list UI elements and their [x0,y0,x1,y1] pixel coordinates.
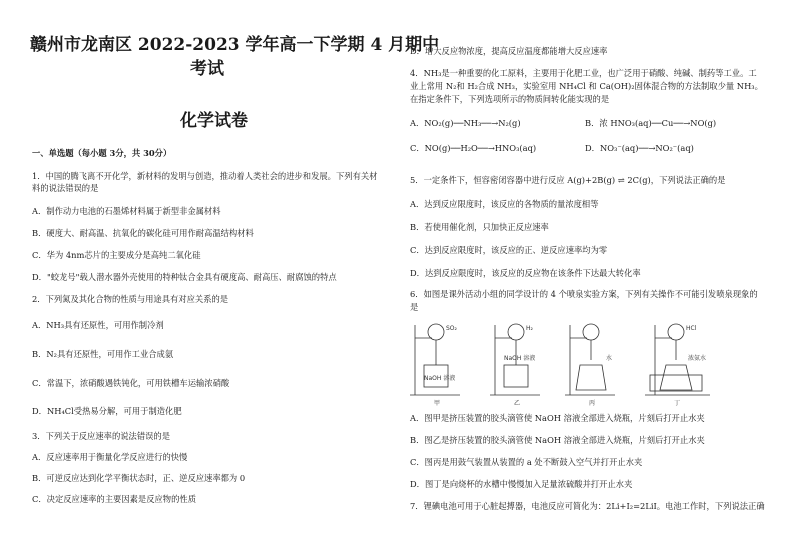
q3-stem: 3．下列关于反应速率的说法错误的是 [32,431,171,441]
q6-stem-cont: 是 [410,302,419,312]
fig-sol-ding: 浓氨水 [688,355,707,362]
q5-option-c: C．达到反应限度时，该反应的正、逆反应速率均为零 [410,245,608,255]
fig-label-jia: 甲 [434,400,441,407]
paper-subtitle: 化学试卷 [180,111,248,131]
q2-option-d: D．NH₄Cl受热易分解，可用于制造化肥 [32,406,182,416]
fig-gas-jia: SO₂ [446,325,457,332]
fig-sol-jia: NaOH 溶液 [424,375,456,382]
q1-stem: 1．中国的腾飞离不开化学，新材料的发明与创造，推动着人类社会的进步和发展。下列有关材 [32,171,378,181]
q2-option-a: A．NH₃具有还原性，可用作制冷剂 [32,320,164,330]
q6-option-a: A．图甲是挤压装置的胶头滴管使 NaOH 溶液全部进入烧瓶，片刻后打开止水夹 [410,413,705,423]
q4-stem: 4．NH₃是一种重要的化工原料，主要用于化肥工业，也广泛用于硝酸、纯碱、制药等工业。工 [410,68,757,78]
q3-option-c: C．决定反应速率的主要因素是反应物的性质 [32,494,196,504]
q5-option-a: A．达到反应限度时，该反应的各物质的量浓度相等 [410,199,599,209]
paper-title-line1: 赣州市龙南区 2022-2023 学年高一下学期 4 月期中 [30,35,440,55]
q3-option-d: D．增大反应物浓度，提高反应温度都能增大反应速率 [410,46,608,56]
fig-gas-ding: HCl [686,325,697,332]
apparatus-jia [410,324,460,395]
q1-option-d: D．"蛟龙号"载人潜水器外壳使用的特种钛合金具有硬度高、耐高压、耐腐蚀的特点 [32,272,337,282]
fig-label-bing: 丙 [589,400,596,407]
fig-sol-bing: 水 [606,355,613,362]
q7-stem: 7．锂碘电池可用于心脏起搏器，电池反应可简化为：2Li+I₂=2LiI。电池工作时，下列说法正确 [410,501,765,511]
q5-option-d: D．达到反应限度时，该反应的反应物在该条件下达最大转化率 [410,268,641,278]
q6-option-d: D．图丁是向烧杯的水槽中慢慢加入足量浓硫酸并打开止水夹 [410,479,633,489]
q3-option-b: B．可逆反应达到化学平衡状态时，正、逆反应速率都为 0 [32,473,246,483]
q6-option-b: B．图乙是挤压装置的胶头滴管使 NaOH 溶液全部进入烧瓶，片刻后打开止水夹 [410,435,705,445]
q2-option-c: C．常温下，浓硝酸遇铁钝化，可用铁槽车运输浓硝酸 [32,378,230,388]
fig-sol-yi: NaOH 溶液 [504,355,536,362]
q4-stem-cont2: 在指定条件下，下列选项所示的物质间转化能实现的是 [410,94,610,104]
q6-stem: 6．如图是课外活动小组的同学设计的 4 个喷泉实验方案，下列有关操作不可能引发喷泉现象的 [410,289,758,299]
q3-option-a: A．反应速率用于衡量化学反应进行的快慢 [32,452,188,462]
q5-option-b: B．若使用催化剂，只加快正反应速率 [410,222,549,232]
q1-option-c: C．华为 4nm芯片的主要成分是高纯二氧化硅 [32,250,201,260]
fig-label-yi: 乙 [514,400,521,407]
q4-option-d: D．NO₃⁻(aq)──→NO₂⁻(aq) [585,143,694,153]
q4-stem-cont: 业上常用 N₂和 H₂合成 NH₃，实验室用 NH₄Cl 和 Ca(OH)₂固体混合物的方法制取少量 NH₃。 [410,81,763,91]
fig-label-ding: 丁 [674,400,681,407]
paper-title-line2: 考试 [190,59,224,79]
fountain-apparatus-figure [410,320,740,410]
q2-stem: 2．下列氮及其化合物的性质与用途具有对应关系的是 [32,294,229,304]
q4-option-c: C．NO(g)──H₂O──→HNO₃(aq) [410,143,537,153]
q2-option-b: B．N₂具有还原性，可用作工业合成氨 [32,349,174,359]
q4-option-b: B．浓 HNO₃(aq)──Cu──→NO(g) [585,118,717,128]
section-heading: 一、单选题（每小题 3分，共 30分） [32,148,172,158]
q1-option-a: A．制作动力电池的石墨烯材料属于新型非金属材料 [32,206,221,216]
q1-option-b: B．硬度大、耐高温、抗氧化的碳化硅可用作耐高温结构材料 [32,228,254,238]
fig-gas-yi: H₂ [526,325,533,332]
q5-stem: 5．一定条件下，恒容密闭容器中进行反应 A(g)+2B(g) ⇌ 2C(g)，下列说法正确的是 [410,175,726,185]
q1-stem-cont: 料的说法错误的是 [32,183,99,193]
q6-option-c: C．图丙是用鼓气装置从装置的 a 处不断鼓入空气并打开止水夹 [410,457,643,467]
q4-option-a: A．NO₂(g)──NH₃──→N₂(g) [410,118,521,128]
